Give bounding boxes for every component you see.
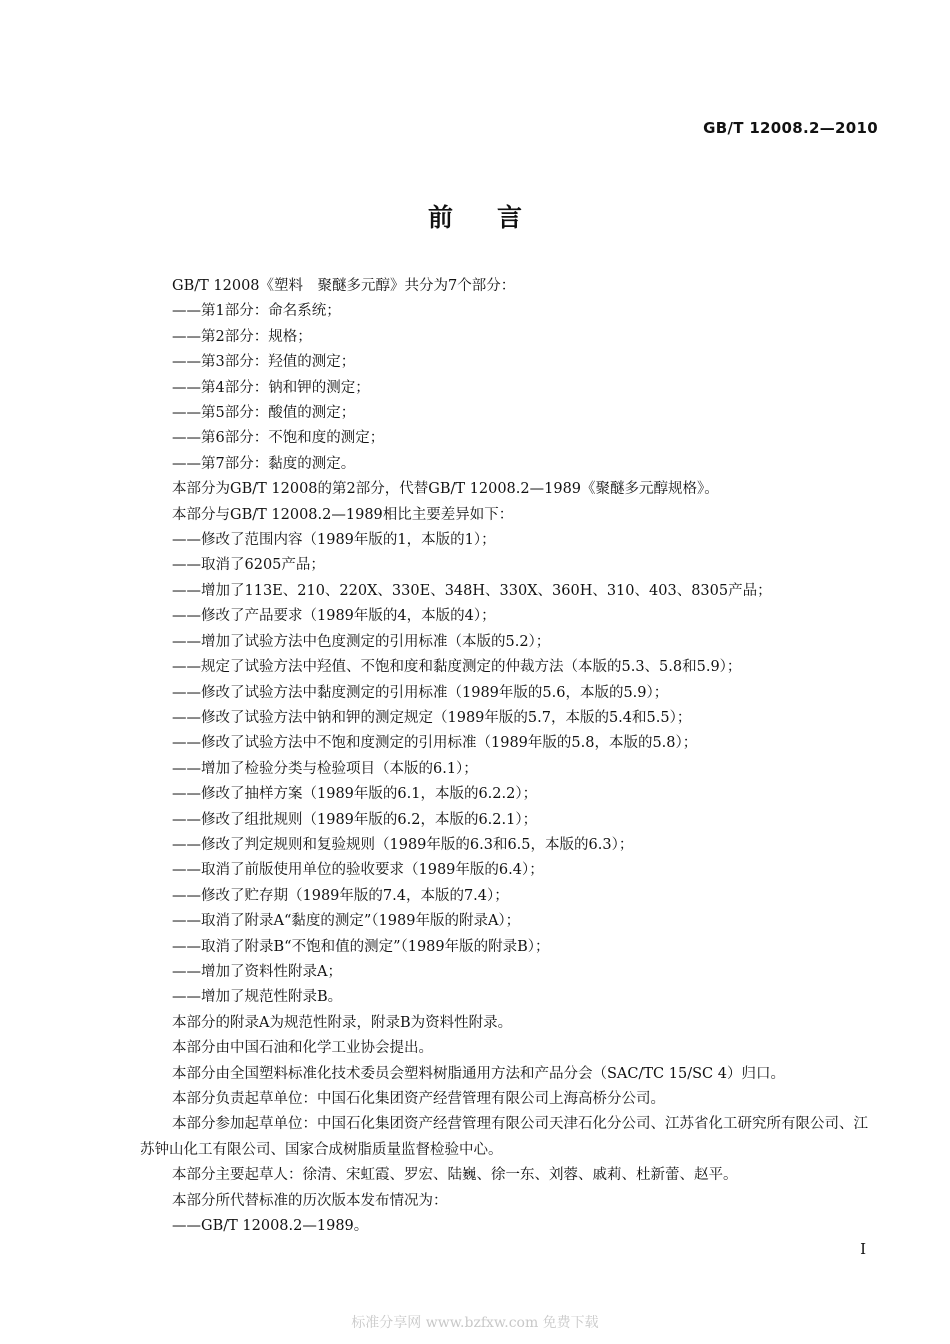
watermark: 标准分享网 www.bzfxw.com 免费下载 [351,1315,599,1331]
list-item: ——修改了产品要求（1989年版的4，本版的4）； [172,608,496,625]
paragraph: 本部分为GB/T 12008的第2部分，代替GB/T 12008.2—1989《聚醚多元醇规格》。 [172,481,719,498]
paragraph: 本部分主要起草人：徐清、宋虹霞、罗宏、陆巍、徐一东、刘蓉、戚莉、杜新蕾、赵平。 [172,1167,738,1184]
list-item: ——GB/T 12008.2—1989。 [172,1218,369,1235]
list-item: ——第1部分：命名系统； [172,303,341,320]
paragraph: 本部分的附录A为规范性附录，附录B为资料性附录。 [172,1014,513,1031]
list-item: ——规定了试验方法中羟值、不饱和度和黏度测定的仲裁方法（本版的5.3、5.8和5.9）； [172,659,742,676]
list-item: ——第7部分：黏度的测定。 [172,455,356,472]
list-item: ——取消了附录A“黏度的测定”（1989年版的附录A）； [172,913,521,930]
list-item: ——修改了试验方法中不饱和度测定的引用标准（1989年版的5.8，本版的5.8）； [172,735,698,752]
list-item: ——修改了范围内容（1989年版的1，本版的1）； [172,532,496,549]
list-item: ——取消了附录B“不饱和值的测定”（1989年版的附录B）； [172,938,550,955]
list-item: ——取消了6205产品； [172,557,325,574]
standard-number: GB/T 12008.2—2010 [703,119,878,137]
list-item: ——修改了贮存期（1989年版的7.4，本版的7.4）； [172,887,509,904]
list-item: ——修改了试验方法中黏度测定的引用标准（1989年版的5.6，本版的5.9）； [172,684,669,701]
list-item: ——增加了113E、210、220X、330E、348H、330X、360H、310、403、8305产品； [172,582,772,599]
list-item: ——第5部分：酸值的测定； [172,405,356,422]
page-title: 前言 [427,203,566,232]
list-item: ——第2部分：规格； [172,328,312,345]
list-item: ——第4部分：钠和钾的测定； [172,379,370,396]
list-item: ——增加了试验方法中色度测定的引用标准（本版的5.2）； [172,633,551,650]
paragraph: 本部分由中国石油和化学工业协会提出。 [172,1040,433,1057]
paragraph: 本部分参加起草单位：中国石化集团资产经营管理有限公司天津石化分公司、江苏省化工研究所有限公司、江苏钟山化工有限公司、国家合成树脂质量监督检验中心。 [140,1116,868,1158]
list-item: ——第6部分：不饱和度的测定； [172,430,385,447]
list-item: ——修改了组批规则（1989年版的6.2，本版的6.2.1）； [172,811,538,828]
list-item: ——修改了抽样方案（1989年版的6.1，本版的6.2.2）； [172,786,538,803]
list-item: ——第3部分：羟值的测定； [172,354,356,371]
list-item: ——修改了试验方法中钠和钾的测定规定（1989年版的5.7，本版的5.4和5.5）； [172,709,692,726]
list-item: ——修改了判定规则和复验规则（1989年版的6.3和6.5，本版的6.3）； [172,836,634,853]
list-item: ——增加了规范性附录B。 [172,989,343,1006]
paragraph: 本部分由全国塑料标准化技术委员会塑料树脂通用方法和产品分会（SAC/TC 15/SC 4）归口。 [172,1065,785,1082]
paragraph: 本部分负责起草单位：中国石化集团资产经营管理有限公司上海高桥分公司。 [172,1091,665,1107]
paragraph: 本部分与GB/T 12008.2—1989相比主要差异如下： [172,506,514,523]
paragraph: 本部分所代替标准的历次版本发布情况为： [172,1192,448,1209]
list-item: ——增加了检验分类与检验项目（本版的6.1）； [172,760,478,777]
paragraph: GB/T 12008《塑料 聚醚多元醇》共分为7个部分： [172,278,516,294]
document-body [140,274,880,1239]
list-item: ——增加了资料性附录A； [172,963,342,980]
list-item: ——取消了前版使用单位的验收要求（1989年版的6.4）； [172,862,544,879]
page-number: I [860,1240,866,1258]
